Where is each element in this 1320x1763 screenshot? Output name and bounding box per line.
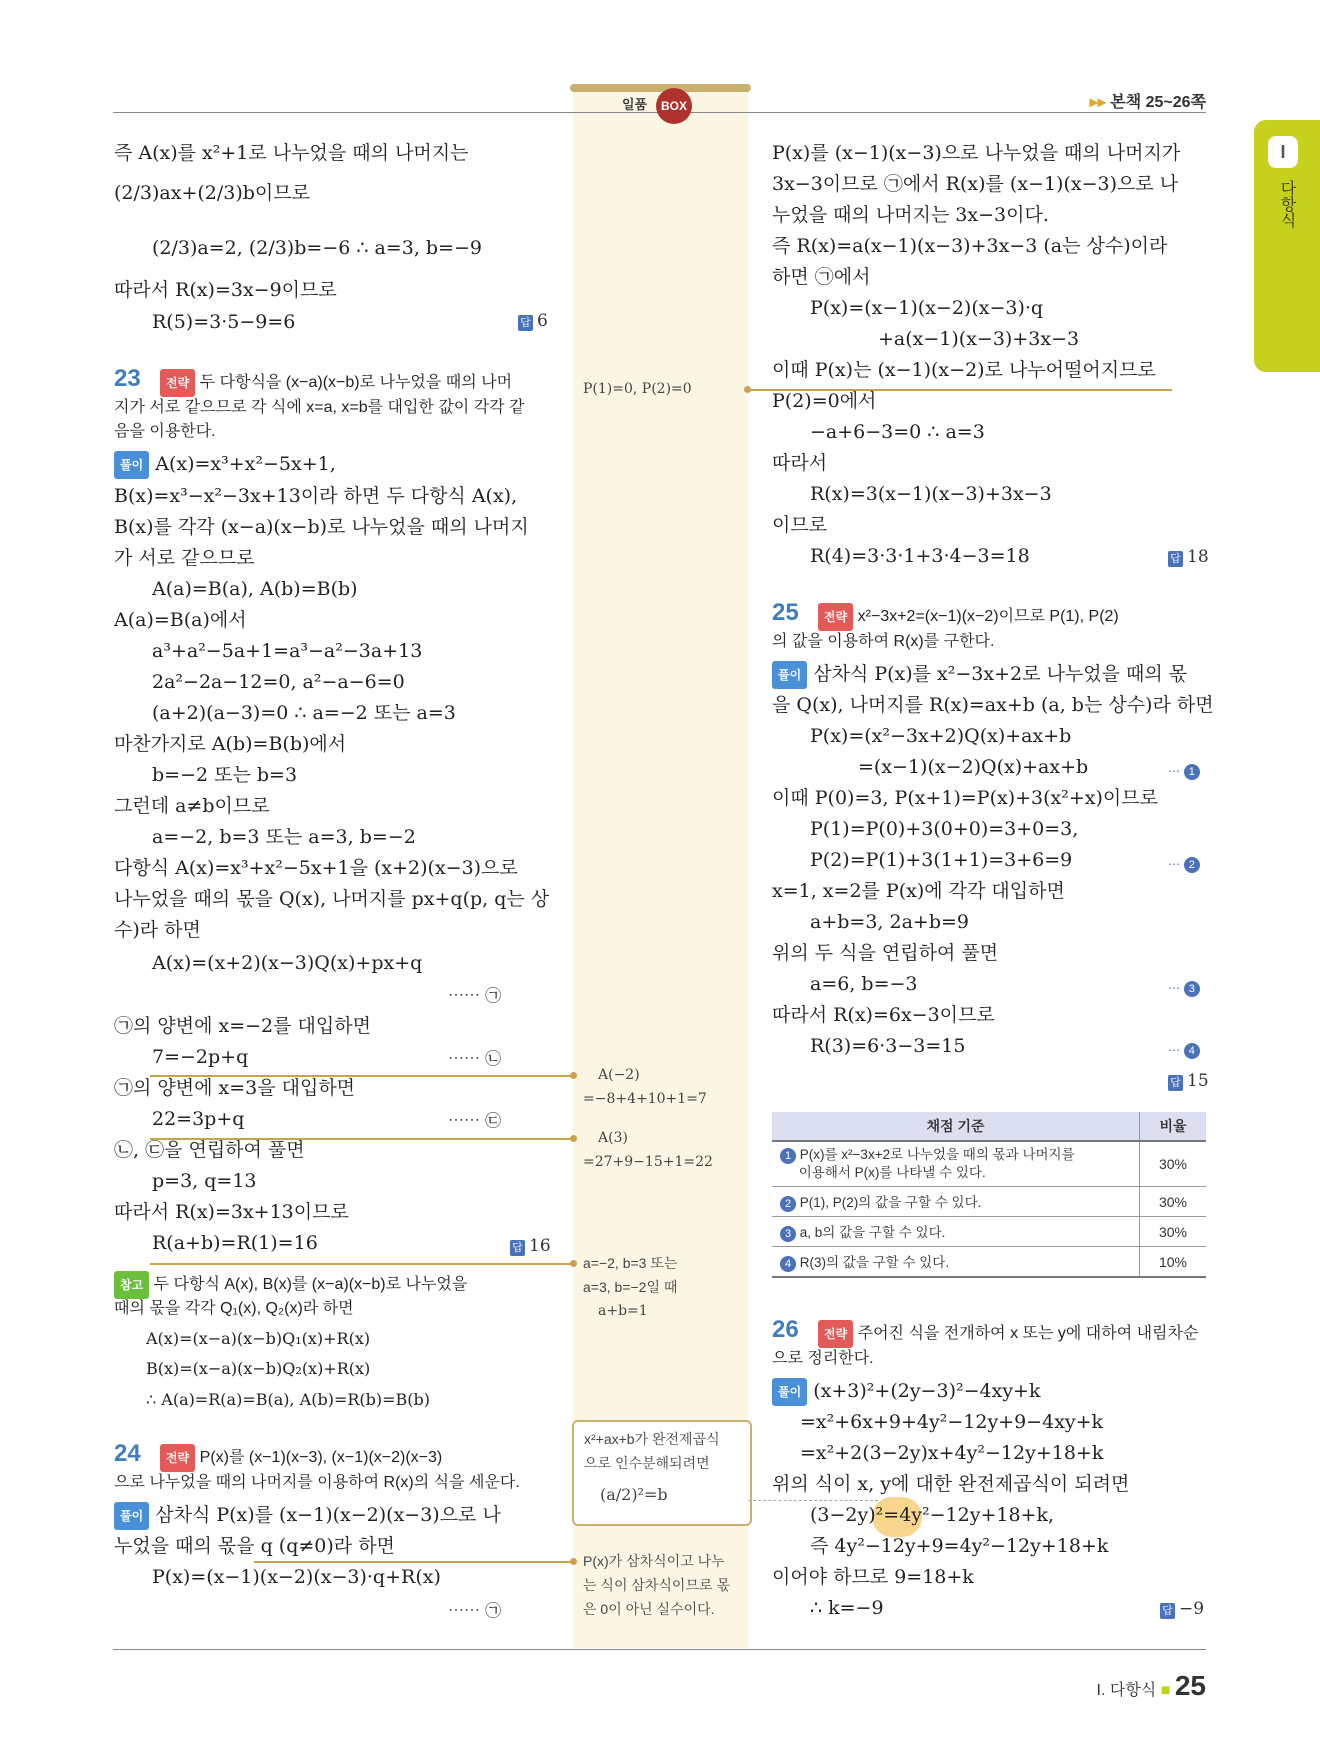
left-line: A(x)=(x−a)(x−b)Q₁(x)+R(x)	[146, 1329, 371, 1348]
right-line: 이때 P(0)=3, P(x+1)=P(x)+3(x²+x)이므로	[772, 787, 1158, 809]
connector-dot	[570, 1072, 577, 1079]
right-line: 하면 ㉠에서	[772, 266, 871, 288]
step-badge: 4	[780, 1256, 796, 1272]
right-line: 즉 4y²−12y+9=4y²−12y+18+k	[810, 1535, 1109, 1557]
connector-dot	[570, 1260, 577, 1267]
right-line: 따라서	[772, 452, 828, 474]
step-badge: 2	[780, 1196, 796, 1212]
left-line: 따라서 R(x)=3x−9이므로	[114, 279, 337, 301]
solution-tag: 풀이	[114, 451, 149, 479]
right-line: R(3)=6·3−3=15	[810, 1035, 966, 1057]
left-line: a=−2, b=3 또는 a=3, b=−2	[152, 826, 416, 848]
step-badge: 1	[780, 1148, 796, 1164]
left-line: R(a+b)=R(1)=16	[152, 1232, 318, 1254]
strategy-tag: 전략	[818, 1320, 853, 1348]
step-badge: 3	[780, 1226, 796, 1242]
right-line: 이때 P(x)는 (x−1)(x−2)로 나누어떨어지므로	[772, 359, 1156, 381]
equation-label: ⋯⋯ ㉡	[448, 1049, 502, 1068]
answer-25: 답 15	[1168, 1071, 1209, 1091]
problem-number-24: 24	[114, 1440, 141, 1467]
right-line: P(x)를 (x−1)(x−3)으로 나누었을 때의 나머지가	[772, 142, 1181, 164]
chapter-title: 다항식	[1278, 180, 1295, 228]
answer-icon: 답	[1168, 1075, 1183, 1091]
grading-ratio: 10%	[1140, 1247, 1207, 1278]
right-line: 위의 두 식을 연립하여 풀면	[772, 942, 999, 964]
right-line: −a+6−3=0 ∴ a=3	[810, 421, 985, 443]
step-badge: 3	[1184, 981, 1200, 997]
step-marker: ⋯ 3	[1168, 977, 1200, 997]
right-line: P(x)=(x²−3x+2)Q(x)+ax+b	[810, 725, 1072, 747]
answer-22: 답 6	[518, 311, 548, 331]
left-line: ㉠의 양변에 x=−2를 대입하면	[114, 1015, 371, 1037]
answer-icon: 답	[1168, 551, 1183, 567]
step-badge: 2	[1184, 857, 1200, 873]
center-note: A(3)	[598, 1130, 628, 1146]
connector-line	[150, 1138, 573, 1140]
right-line: 즉 R(x)=a(x−1)(x−3)+3x−3 (a는 상수)이라	[772, 235, 1168, 257]
left-line: 누었을 때의 몫을 q (q≠0)라 하면	[114, 1535, 395, 1557]
strategy-tag: 전략	[818, 603, 853, 631]
left-line: A(x)=(x+2)(x−3)Q(x)+px+q	[152, 952, 423, 974]
strategy-24: 전략 P(x)를 (x−1)(x−3), (x−1)(x−2)(x−3)	[160, 1444, 442, 1472]
left-line: 때의 몫을 각각 Q₁(x), Q₂(x)라 하면	[114, 1300, 354, 1317]
left-line: 수)라 하면	[114, 919, 201, 941]
footer-rule	[113, 1649, 1206, 1650]
answer-icon: 답	[518, 315, 533, 331]
center-note: a+b=1	[598, 1303, 648, 1319]
footer-bullet-icon: ■	[1160, 1682, 1171, 1699]
center-box-strip	[573, 88, 748, 1648]
right-line: 이므로	[772, 514, 828, 536]
grading-row: 2 P(1), P(2)의 값을 구할 수 있다. 30%	[772, 1187, 1206, 1217]
left-line: 그런데 a≠b이므로	[114, 795, 270, 817]
left-line: A(a)=B(a)에서	[114, 609, 247, 631]
page-footer	[1097, 1670, 1206, 1702]
dashed-connector	[748, 1500, 878, 1501]
left-line: 으로 나누었을 때의 나머지를 이용하여 R(x)의 식을 세운다.	[114, 1474, 520, 1491]
equation-label: ⋯⋯ ㉠	[448, 986, 502, 1005]
right-line: x=1, x=2를 P(x)에 각각 대입하면	[772, 880, 1065, 902]
connector-line	[150, 1263, 573, 1265]
left-line: 7=−2p+q	[152, 1046, 249, 1068]
strategy-25: 전략 x²−3x+2=(x−1)(x−2)이므로 P(1), P(2)	[818, 603, 1119, 631]
connector-dot	[744, 386, 751, 393]
right-line: 따라서 R(x)=6x−3이므로	[772, 1004, 995, 1026]
strategy-tag: 전략	[160, 1444, 195, 1472]
left-line: 마찬가지로 A(b)=B(b)에서	[114, 733, 347, 755]
grading-ratio: 30%	[1140, 1187, 1207, 1217]
grading-header-ratio: 비율	[1140, 1112, 1207, 1141]
equation-label: ⋯⋯ ㉠	[448, 1601, 502, 1620]
book-reference: ▸▸ 본책 25~26쪽	[1089, 94, 1206, 111]
step-marker: ⋯ 2	[1168, 853, 1200, 873]
grading-row: 4 R(3)의 값을 구할 수 있다. 10%	[772, 1247, 1206, 1278]
center-note: P(x)가 삼차식이고 나누	[583, 1553, 725, 1569]
answer-23: 답 16	[510, 1236, 551, 1256]
right-line: 이어야 하므로 9=18+k	[772, 1566, 974, 1588]
left-line: B(x)를 각각 (x−a)(x−b)로 나누었을 때의 나머지	[114, 516, 529, 538]
problem-number-25: 25	[772, 599, 799, 626]
tip-line: x²+ax+b가 완전제곱식	[584, 1431, 720, 1447]
strategy-23-line: 지가 서로 같으므로 각 식에 x=a, x=b를 대입한 값이 각각 같	[114, 399, 525, 416]
center-note: a=−2, b=3 또는	[583, 1255, 678, 1271]
left-line: (2/3)ax+(2/3)b이므로	[114, 182, 310, 204]
left-line: ∴ A(a)=R(a)=B(a), A(b)=R(b)=B(b)	[146, 1390, 431, 1409]
right-line: P(1)=P(0)+3(0+0)=3+0=3,	[810, 818, 1079, 840]
left-line: 2a²−2a−12=0, a²−a−6=0	[152, 671, 405, 693]
footer-chapter: I. 다항식	[1096, 1682, 1157, 1699]
grading-row: 1 P(x)를 x²−3x+2로 나누었을 때의 몫과 나머지를 이용해서 P(x)를 나타낼 수 있다. 30%	[772, 1141, 1206, 1187]
right-line: a=6, b=−3	[810, 973, 918, 995]
right-line: 3x−3이므로 ㉠에서 R(x)를 (x−1)(x−3)으로 나	[772, 173, 1179, 195]
step-marker: ⋯ 4	[1168, 1039, 1200, 1059]
problem-number-23: 23	[114, 365, 141, 392]
right-line: R(4)=3·3·1+3·4−3=18	[810, 545, 1030, 567]
grading-row: 3 a, b의 값을 구할 수 있다. 30%	[772, 1217, 1206, 1247]
left-line: B(x)=x³−x²−3x+13이라 하면 두 다항식 A(x),	[114, 485, 518, 507]
grading-ratio: 30%	[1140, 1141, 1207, 1187]
box-label: 일품	[622, 97, 648, 112]
strategy-26: 전략 주어진 식을 전개하여 x 또는 y에 대하여 내림차순	[818, 1320, 1198, 1348]
grading-header-criteria: 채점 기준	[772, 1112, 1140, 1141]
right-line: a+b=3, 2a+b=9	[810, 911, 970, 933]
solution-24: 풀이 삼차식 P(x)를 (x−1)(x−2)(x−3)으로 나	[114, 1502, 501, 1530]
connector-dot	[570, 1558, 577, 1565]
right-line: +a(x−1)(x−3)+3x−3	[878, 328, 1080, 350]
left-line: (2/3)a=2, (2/3)b=−6 ∴ a=3, b=−9	[152, 237, 482, 259]
center-note: 은 0이 아닌 실수이다.	[583, 1601, 715, 1617]
left-line: P(x)=(x−1)(x−2)(x−3)·q+R(x)	[152, 1566, 441, 1588]
tip-line: 으로 인수분해되려면	[584, 1455, 710, 1471]
solution-26: 풀이 (x+3)²+(2y−3)²−4xy+k	[772, 1378, 1040, 1406]
grading-ratio: 30%	[1140, 1217, 1207, 1247]
answer-icon: 답	[1160, 1603, 1175, 1619]
right-line: =(x−1)(x−2)Q(x)+ax+b	[858, 756, 1089, 778]
left-line: b=−2 또는 b=3	[152, 764, 298, 786]
solution-25: 풀이 삼차식 P(x)를 x²−3x+2로 나누었을 때의 몫	[772, 661, 1187, 689]
right-line: =x²+6x+9+4y²−12y+9−4xy+k	[800, 1411, 1104, 1433]
left-line: 나누었을 때의 몫을 Q(x), 나머지를 px+q(p, q는 상	[114, 888, 550, 910]
problem-number-26: 26	[772, 1316, 799, 1343]
answer-icon: 답	[510, 1240, 525, 1256]
left-line: p=3, q=13	[152, 1170, 257, 1192]
center-box-cap	[570, 84, 751, 92]
right-line: P(2)=0에서	[772, 390, 877, 412]
equation-label: ⋯⋯ ㉢	[448, 1111, 502, 1130]
right-line: (3−2y)²=4y²−12y+18+k,	[810, 1504, 1055, 1526]
right-line: P(x)=(x−1)(x−2)(x−3)·q	[810, 297, 1044, 319]
connector-dot	[570, 1135, 577, 1142]
box-badge: BOX	[656, 88, 692, 124]
strategy-23: 전략 두 다항식을 (x−a)(x−b)로 나누었을 때의 나머	[160, 369, 512, 397]
right-line: 의 값을 이용하여 R(x)를 구한다.	[772, 633, 995, 650]
right-line: ∴ k=−9	[810, 1597, 884, 1619]
left-line: 22=3p+q	[152, 1108, 245, 1130]
answer-26: 답 −9	[1160, 1599, 1204, 1619]
right-line: 으로 정리한다.	[772, 1350, 874, 1367]
double-arrow-icon: ▸▸	[1089, 94, 1111, 111]
left-line: 즉 A(x)를 x²+1로 나누었을 때의 나머지는	[114, 142, 469, 164]
solution-23: 풀이 A(x)=x³+x²−5x+1,	[114, 451, 336, 479]
center-note: =−8+4+10+1=7	[583, 1091, 707, 1107]
connector-line	[254, 1561, 573, 1563]
grading-table	[772, 1112, 1206, 1278]
step-badge: 4	[1184, 1043, 1200, 1059]
center-note: a=3, b=−2일 때	[583, 1279, 678, 1295]
page-number: 25	[1174, 1670, 1206, 1701]
solution-tag: 풀이	[772, 1378, 807, 1406]
right-line: 위의 식이 x, y에 대한 완전제곱식이 되려면	[772, 1473, 1130, 1495]
connector-line	[150, 1075, 573, 1077]
right-line: =x²+2(3−2y)x+4y²−12y+18+k	[800, 1442, 1104, 1464]
left-line: ㉡, ㉢을 연립하여 풀면	[114, 1139, 305, 1161]
right-line: 을 Q(x), 나머지를 R(x)=ax+b (a, b는 상수)라 하면	[772, 694, 1214, 716]
left-line: ㉠의 양변에 x=3을 대입하면	[114, 1077, 356, 1099]
right-line: P(2)=P(1)+3(1+1)=3+6=9	[810, 849, 1073, 871]
left-line: (a+2)(a−3)=0 ∴ a=−2 또는 a=3	[152, 702, 456, 724]
center-note: =27+9−15+1=22	[583, 1154, 713, 1170]
strategy-23-line: 음을 이용한다.	[114, 423, 216, 440]
strategy-tag: 전략	[160, 369, 195, 397]
left-line: 가 서로 같으므로	[114, 547, 255, 569]
left-line: B(x)=(x−a)(x−b)Q₂(x)+R(x)	[146, 1359, 371, 1378]
solution-tag: 풀이	[772, 661, 807, 689]
answer-24: 답 18	[1168, 547, 1209, 567]
tip-formula: (a/2)²=b	[600, 1485, 668, 1504]
step-badge: 1	[1184, 764, 1200, 780]
left-line: A(a)=B(a), A(b)=B(b)	[152, 578, 358, 600]
left-line: a³+a²−5a+1=a³−a²−3a+13	[152, 640, 423, 662]
right-line: 누었을 때의 나머지는 3x−3이다.	[772, 204, 1049, 226]
left-line: 따라서 R(x)=3x+13이므로	[114, 1201, 349, 1223]
step-marker: ⋯ 1	[1168, 760, 1200, 780]
right-line: R(x)=3(x−1)(x−3)+3x−3	[810, 483, 1052, 505]
center-note: P(1)=0, P(2)=0	[583, 381, 692, 397]
chapter-roman: I	[1268, 136, 1298, 168]
center-note: A(−2)	[598, 1067, 640, 1083]
left-line: R(5)=3·5−9=6	[152, 311, 296, 333]
reference-tag: 참고	[114, 1271, 149, 1299]
left-line: 다항식 A(x)=x³+x²−5x+1을 (x+2)(x−3)으로	[114, 857, 518, 879]
solution-tag: 풀이	[114, 1502, 149, 1530]
reference-23: 참고 두 다항식 A(x), B(x)를 (x−a)(x−b)로 나누었을	[114, 1271, 467, 1299]
center-note: 는 식이 삼차식이므로 몫	[583, 1577, 730, 1593]
